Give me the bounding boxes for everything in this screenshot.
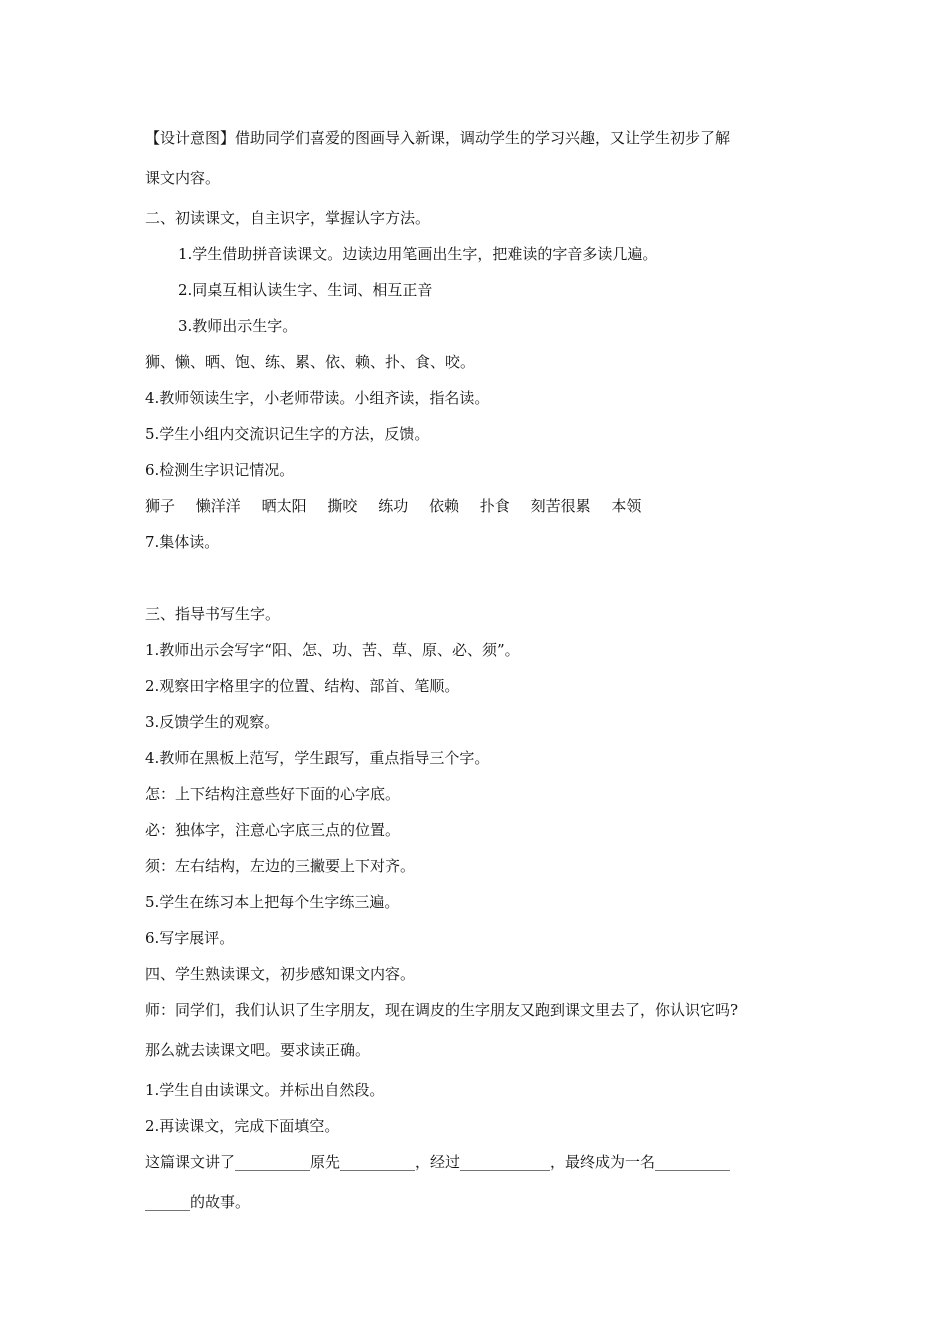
section3-step1: 1.教师出示会写字“阳、怎、功、苦、草、原、必、须”。 bbox=[145, 641, 520, 659]
fill-blank-line-1: 这篇课文讲了__________原先__________，经过____________，最终成为一名__________ bbox=[145, 1153, 731, 1171]
vocab-word: 撕咬 bbox=[327, 497, 358, 515]
design-intent-line-1: 【设计意图】借助同学们喜爱的图画导入新课，调动学生的学习兴趣，又让学生初步了解 bbox=[145, 129, 731, 147]
section2-step1: 1.学生借助拼音读课文。边读边用笔画出生字，把难读的字音多读几遍。 bbox=[178, 245, 658, 263]
new-characters-list: 狮、懒、晒、饱、练、累、依、赖、扑、食、咬。 bbox=[145, 353, 476, 371]
document-page bbox=[145, 120, 815, 1224]
paragraph-gap bbox=[145, 560, 815, 596]
teacher-line-1: 师：同学们，我们认识了生字朋友，现在调皮的生字朋友又跑到课文里去了，你认识它吗? bbox=[145, 1001, 739, 1019]
note-zen: 怎：上下结构注意些好下面的心字底。 bbox=[145, 785, 401, 803]
section3-heading: 三、指导书写生字。 bbox=[145, 605, 281, 623]
section4-step2: 2.再读课文，完成下面填空。 bbox=[145, 1117, 340, 1135]
section3-step5: 5.学生在练习本上把每个生字练三遍。 bbox=[145, 893, 400, 911]
note-xu: 须：左右结构，左边的三撇要上下对齐。 bbox=[145, 857, 416, 875]
vocab-word: 本领 bbox=[611, 497, 642, 515]
note-bi: 必：独体字，注意心字底三点的位置。 bbox=[145, 821, 401, 839]
teacher-line-2: 那么就去读课文吧。要求读正确。 bbox=[145, 1041, 371, 1059]
section4-step1: 1.学生自由读课文。并标出自然段。 bbox=[145, 1081, 385, 1099]
section2-heading: 二、初读课文，自主识字，掌握认字方法。 bbox=[145, 209, 431, 227]
section3-step6: 6.写字展评。 bbox=[145, 929, 235, 947]
section3-step3: 3.反馈学生的观察。 bbox=[145, 713, 280, 731]
section2-step4: 4.教师领读生字，小老师带读。小组齐读，指名读。 bbox=[145, 389, 490, 407]
design-intent-line-2: 课文内容。 bbox=[145, 169, 221, 187]
section2-step3: 3.教师出示生字。 bbox=[178, 317, 298, 335]
section4-heading: 四、学生熟读课文，初步感知课文内容。 bbox=[145, 965, 416, 983]
section2-step7: 7.集体读。 bbox=[145, 533, 220, 551]
vocab-word: 刻苦很累 bbox=[530, 497, 591, 515]
vocab-word: 晒太阳 bbox=[261, 497, 307, 515]
section2-step2: 2.同桌互相认读生字、生词、相互正音 bbox=[178, 281, 433, 299]
vocab-word: 练功 bbox=[378, 497, 409, 515]
section2-step5: 5.学生小组内交流识记生字的方法，反馈。 bbox=[145, 425, 430, 443]
vocabulary-words bbox=[145, 488, 815, 524]
fill-blank-line-2: ______的故事。 bbox=[145, 1193, 251, 1211]
section3-step4: 4.教师在黑板上范写，学生跟写，重点指导三个字。 bbox=[145, 749, 490, 767]
vocab-word: 懒洋洋 bbox=[195, 497, 241, 515]
section2-step6: 6.检测生字识记情况。 bbox=[145, 461, 295, 479]
vocab-word: 扑食 bbox=[479, 497, 510, 515]
section3-step2: 2.观察田字格里字的位置、结构、部首、笔顺。 bbox=[145, 677, 460, 695]
vocab-word: 狮子 bbox=[145, 497, 176, 515]
vocab-word: 依赖 bbox=[428, 497, 459, 515]
